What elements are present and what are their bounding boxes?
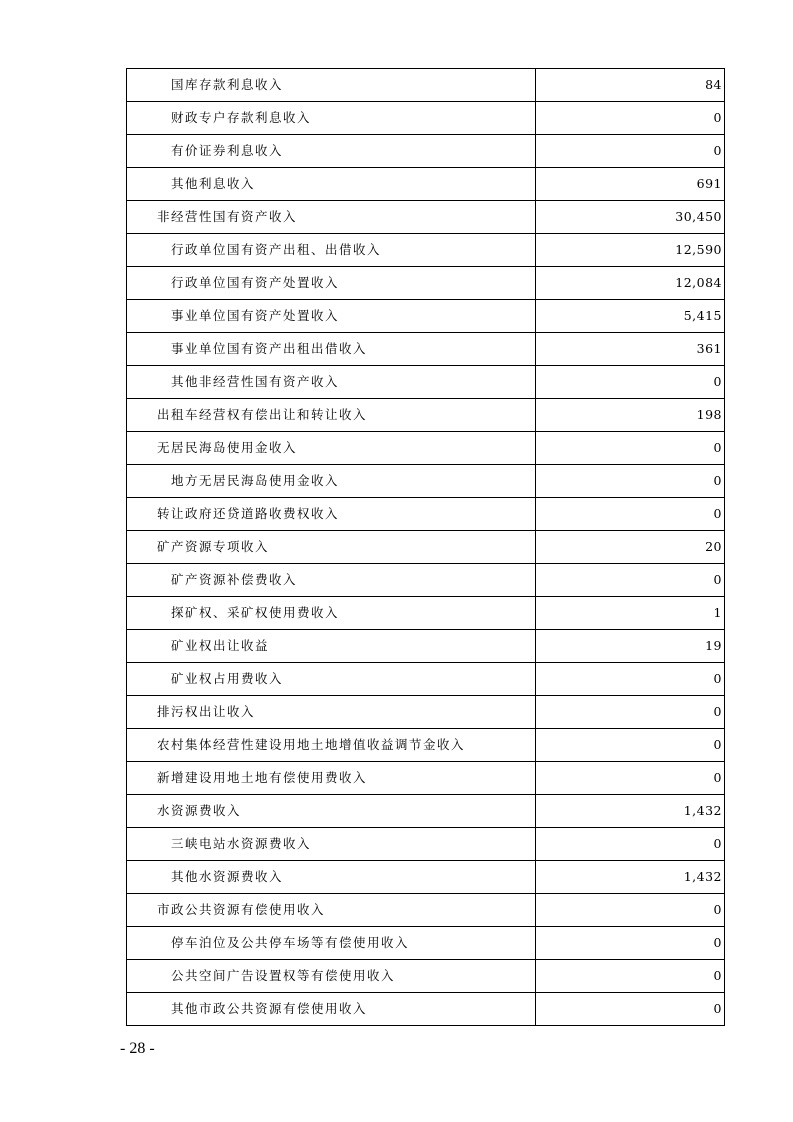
item-value: 0 bbox=[536, 465, 725, 498]
table-row bbox=[127, 960, 725, 993]
item-name: 行政单位国有资产处置收入 bbox=[127, 267, 536, 300]
item-value: 361 bbox=[536, 333, 725, 366]
table-row bbox=[127, 498, 725, 531]
item-value: 0 bbox=[536, 498, 725, 531]
item-value: 0 bbox=[536, 432, 725, 465]
item-value: 691 bbox=[536, 168, 725, 201]
item-name: 其他利息收入 bbox=[127, 168, 536, 201]
item-name: 事业单位国有资产出租出借收入 bbox=[127, 333, 536, 366]
table-row bbox=[127, 564, 725, 597]
item-name: 有价证券利息收入 bbox=[127, 135, 536, 168]
item-value: 5,415 bbox=[536, 300, 725, 333]
table-row bbox=[127, 432, 725, 465]
item-value: 0 bbox=[536, 696, 725, 729]
table-row bbox=[127, 135, 725, 168]
table-row bbox=[127, 102, 725, 135]
revenue-table bbox=[126, 68, 725, 1026]
item-name: 行政单位国有资产出租、出借收入 bbox=[127, 234, 536, 267]
item-value: 84 bbox=[536, 69, 725, 102]
item-name: 转让政府还贷道路收费权收入 bbox=[127, 498, 536, 531]
item-name: 矿业权出让收益 bbox=[127, 630, 536, 663]
table-row bbox=[127, 630, 725, 663]
table-row bbox=[127, 927, 725, 960]
table-row bbox=[127, 762, 725, 795]
item-value: 0 bbox=[536, 564, 725, 597]
item-value: 0 bbox=[536, 366, 725, 399]
table-row bbox=[127, 300, 725, 333]
item-value: 0 bbox=[536, 663, 725, 696]
item-name: 其他市政公共资源有偿使用收入 bbox=[127, 993, 536, 1026]
item-value: 0 bbox=[536, 993, 725, 1026]
item-value: 19 bbox=[536, 630, 725, 663]
table-row bbox=[127, 168, 725, 201]
table-row bbox=[127, 69, 725, 102]
table-row bbox=[127, 399, 725, 432]
item-name: 三峡电站水资源费收入 bbox=[127, 828, 536, 861]
item-value: 0 bbox=[536, 135, 725, 168]
table-row bbox=[127, 795, 725, 828]
item-name: 市政公共资源有偿使用收入 bbox=[127, 894, 536, 927]
item-name: 无居民海岛使用金收入 bbox=[127, 432, 536, 465]
item-value: 12,590 bbox=[536, 234, 725, 267]
item-name: 排污权出让收入 bbox=[127, 696, 536, 729]
item-value: 0 bbox=[536, 729, 725, 762]
table-row bbox=[127, 894, 725, 927]
item-name: 事业单位国有资产处置收入 bbox=[127, 300, 536, 333]
table-row bbox=[127, 828, 725, 861]
item-name: 矿产资源补偿费收入 bbox=[127, 564, 536, 597]
item-name: 地方无居民海岛使用金收入 bbox=[127, 465, 536, 498]
item-name: 新增建设用地土地有偿使用费收入 bbox=[127, 762, 536, 795]
item-name: 非经营性国有资产收入 bbox=[127, 201, 536, 234]
item-name: 公共空间广告设置权等有偿使用收入 bbox=[127, 960, 536, 993]
item-name: 其他水资源费收入 bbox=[127, 861, 536, 894]
item-value: 1,432 bbox=[536, 861, 725, 894]
table-row bbox=[127, 597, 725, 630]
item-value: 1,432 bbox=[536, 795, 725, 828]
item-name: 矿产资源专项收入 bbox=[127, 531, 536, 564]
page-number: - 28 - bbox=[120, 1040, 155, 1057]
table-row bbox=[127, 201, 725, 234]
item-name: 探矿权、采矿权使用费收入 bbox=[127, 597, 536, 630]
item-value: 0 bbox=[536, 960, 725, 993]
item-value: 0 bbox=[536, 894, 725, 927]
item-value: 12,084 bbox=[536, 267, 725, 300]
table-row bbox=[127, 333, 725, 366]
table-row bbox=[127, 465, 725, 498]
item-value: 30,450 bbox=[536, 201, 725, 234]
item-name: 矿业权占用费收入 bbox=[127, 663, 536, 696]
item-value: 1 bbox=[536, 597, 725, 630]
item-value: 20 bbox=[536, 531, 725, 564]
item-value: 0 bbox=[536, 102, 725, 135]
table-row bbox=[127, 366, 725, 399]
item-name: 国库存款利息收入 bbox=[127, 69, 536, 102]
table-row bbox=[127, 531, 725, 564]
item-value: 0 bbox=[536, 762, 725, 795]
item-value: 0 bbox=[536, 927, 725, 960]
item-value: 0 bbox=[536, 828, 725, 861]
item-name: 停车泊位及公共停车场等有偿使用收入 bbox=[127, 927, 536, 960]
item-name: 其他非经营性国有资产收入 bbox=[127, 366, 536, 399]
table-row bbox=[127, 663, 725, 696]
table-row bbox=[127, 729, 725, 762]
item-value: 198 bbox=[536, 399, 725, 432]
table-row bbox=[127, 696, 725, 729]
table-row bbox=[127, 234, 725, 267]
item-name: 出租车经营权有偿出让和转让收入 bbox=[127, 399, 536, 432]
table-row bbox=[127, 861, 725, 894]
table-row bbox=[127, 993, 725, 1026]
item-name: 财政专户存款利息收入 bbox=[127, 102, 536, 135]
item-name: 农村集体经营性建设用地土地增值收益调节金收入 bbox=[127, 729, 536, 762]
item-name: 水资源费收入 bbox=[127, 795, 536, 828]
table-row bbox=[127, 267, 725, 300]
